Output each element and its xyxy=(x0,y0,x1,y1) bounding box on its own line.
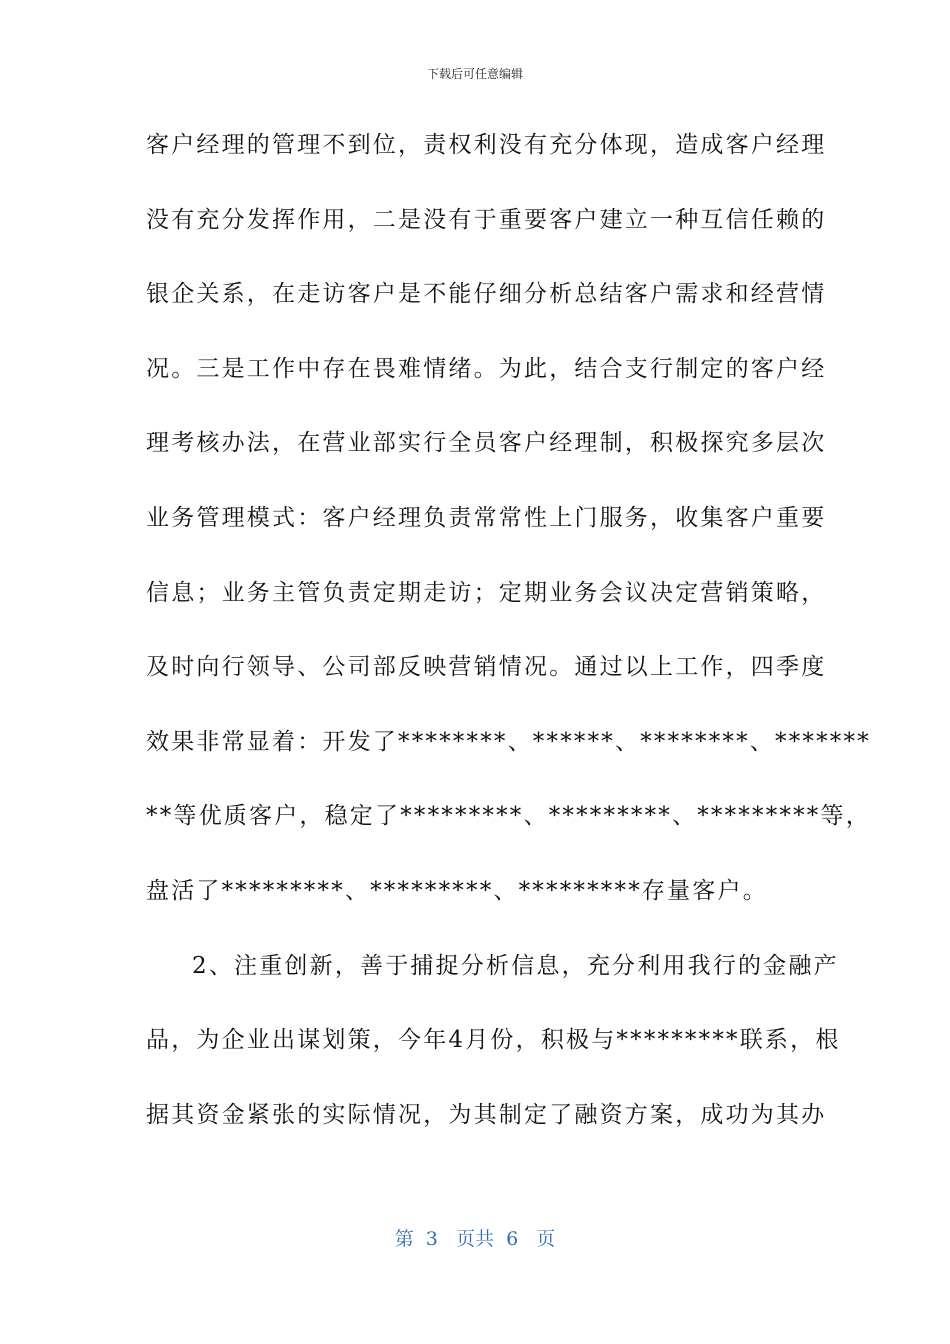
text-line: 没有充分发挥作用，二是没有于重要客户建立一种互信任赖的 xyxy=(146,206,827,233)
text-line: 据其资金紧张的实际情况，为其制定了融资方案，成功为其办 xyxy=(146,1101,827,1128)
text-line: 业务管理模式：客户经理负责常常性上门服务，收集客户重要 xyxy=(146,504,827,531)
text-line: 信息；业务主管负责定期走访；定期业务会议决定营销策略， xyxy=(146,579,827,606)
text-line: 况。三是工作中存在畏难情绪。为此，结合支行制定的客户经 xyxy=(146,355,827,382)
text-line: 银企关系，在走访客户是不能仔细分析总结客户需求和经营情 xyxy=(146,281,827,308)
paragraph-start-line: 2、注重创新，善于捕捉分析信息，充分利用我行的金融产 xyxy=(192,952,839,979)
text-line: 理考核办法，在营业部实行全员客户经理制，积极探究多层次 xyxy=(146,430,827,457)
text-line: 效果非常显着：开发了********、******、********、******* xyxy=(146,728,871,755)
text-line: 及时向行领导、公司部反映营销情况。通过以上工作，四季度 xyxy=(146,654,827,681)
text-line: 品，为企业出谋划策，今年4月份，积极与*********联系，根 xyxy=(146,1027,841,1054)
page-header-note: 下载后可任意编辑 xyxy=(426,67,523,81)
text-line: **等优质客户，稳定了*********、*********、*********等， xyxy=(146,803,871,830)
page-number-footer: 第 3 页共 6 页 xyxy=(394,1228,556,1250)
text-line: 客户经理的管理不到位，责权利没有充分体现，造成客户经理 xyxy=(146,132,827,158)
document-body xyxy=(146,108,871,1152)
text-line: 盘活了*********、*********、*********存量客户。 xyxy=(146,877,768,904)
